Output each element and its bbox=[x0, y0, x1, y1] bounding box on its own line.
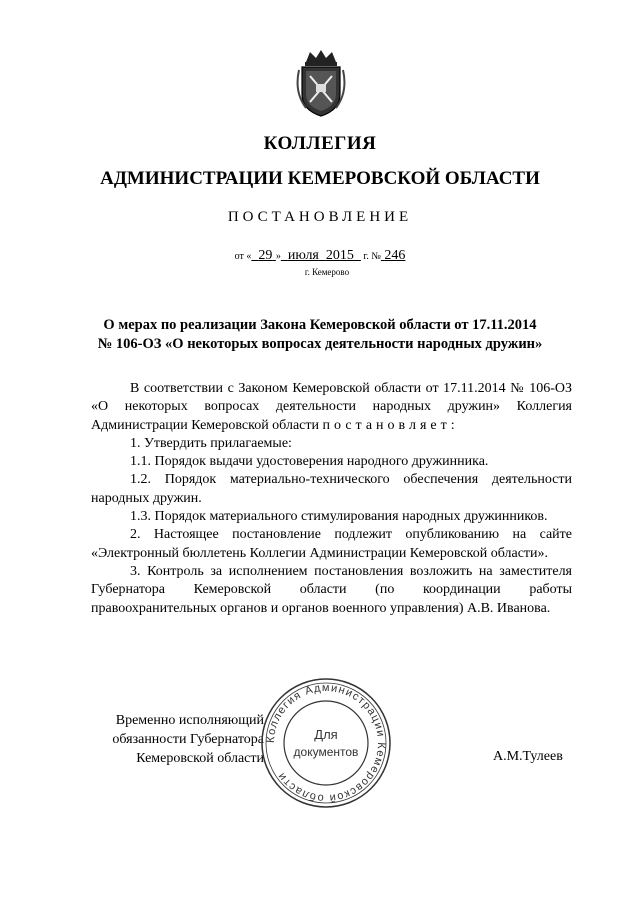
organization-title: КОЛЛЕГИЯ bbox=[263, 133, 377, 154]
document-body bbox=[91, 380, 572, 618]
paragraph-1-1: 1.1. Порядок выдачи удостоверения народного дружинника. bbox=[130, 454, 489, 470]
date-mid: » bbox=[275, 251, 281, 262]
date-month-year: июля 2015 bbox=[287, 248, 354, 263]
paragraph-3: 3. Контроль за исполнением постановления возложить на заместителя Губернатора Кемеровской области (по координации работы правоохранительных органов и органов военного управления) А.В. Иванова. bbox=[91, 563, 572, 616]
date-line bbox=[0, 248, 640, 264]
svg-text:Коллегия Администрации Кемеров bbox=[265, 682, 387, 804]
resolve-verb: постановляет: bbox=[322, 417, 459, 433]
document-type: ПОСТАНОВЛЕНИЕ bbox=[227, 209, 413, 225]
signatory-position: Временно исполняющий обязанности Губернатора Кемеровской области bbox=[112, 713, 264, 766]
date-day: 29 bbox=[258, 248, 273, 263]
stamp-ring-text: Коллегия Администрации Кемеровской области bbox=[264, 681, 388, 805]
organization-subtitle: АДМИНИСТРАЦИИ КЕМЕРОВСКОЙ ОБЛАСТИ bbox=[100, 168, 540, 189]
document-title bbox=[0, 316, 640, 354]
paragraph-preamble: В соответствии с Законом Кемеровской области от 17.11.2014 № 106-ОЗ «О некоторых вопросах деятельности народных дружин» Коллегия Администрации Кемеровской области постановляет: bbox=[91, 381, 572, 433]
paragraph-1-3: 1.3. Порядок материального стимулирования народных дружинников. bbox=[130, 509, 548, 525]
city: г. Кемерово bbox=[304, 267, 350, 277]
number-label: № bbox=[371, 251, 381, 262]
paragraph-1-2: 1.2. Порядок материально-технического обеспечения деятельности народных дружин. bbox=[91, 472, 572, 506]
paragraph-2: 2. Настоящее постановление подлежит опубликованию на сайте «Электронный бюллетень Коллегии Администрации Кемеровской области». bbox=[91, 527, 572, 561]
date-prefix: от « bbox=[234, 251, 252, 262]
stamp-center-line1: Для bbox=[314, 727, 338, 742]
stamp-center-line2: документов bbox=[293, 745, 359, 759]
coat-of-arms-icon bbox=[296, 48, 346, 118]
date-year-suffix: г. bbox=[363, 251, 369, 262]
paragraph-1: 1. Утвердить прилагаемые: bbox=[130, 435, 292, 451]
signatory-name: А.М.Тулеев bbox=[493, 749, 563, 764]
official-stamp bbox=[259, 676, 393, 810]
document-title-line2: № 106-ОЗ «О некоторых вопросах деятельности народных дружин» bbox=[97, 336, 543, 352]
document-number: 246 bbox=[384, 248, 406, 263]
document-title-line1: О мерах по реализации Закона Кемеровской области от 17.11.2014 bbox=[103, 317, 537, 333]
